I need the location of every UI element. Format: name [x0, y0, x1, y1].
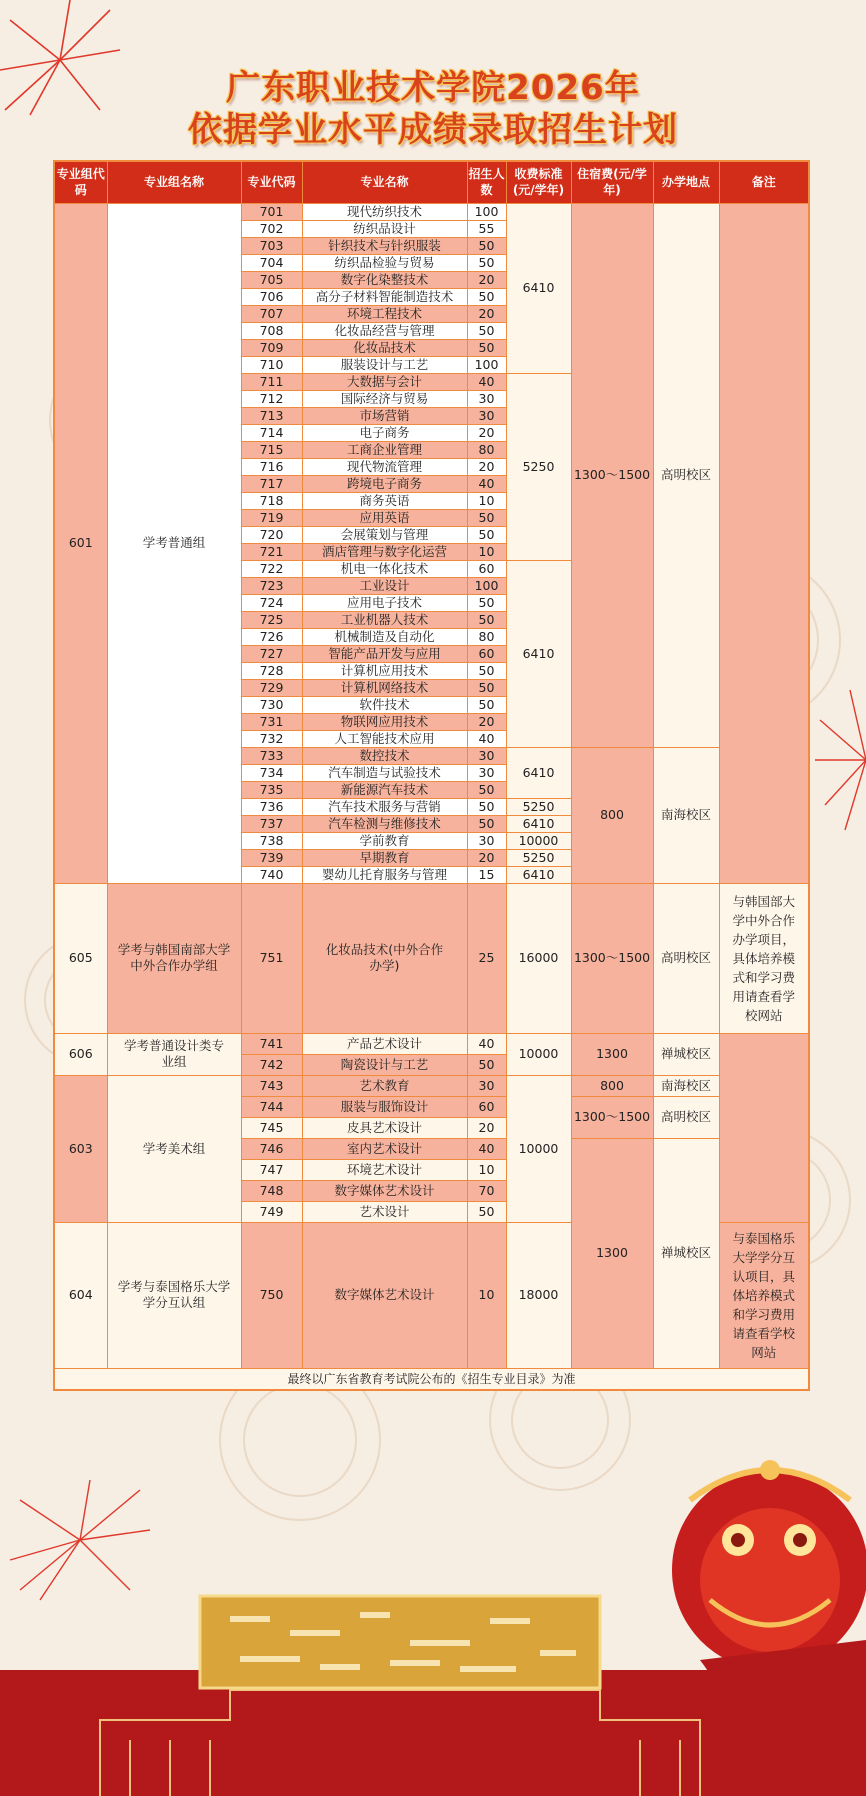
- major-name: 跨境电子商务: [302, 475, 467, 492]
- group-name-606: 学考普通设计类专业组: [107, 1033, 241, 1075]
- major-name: 人工智能技术应用: [302, 730, 467, 747]
- campus-cell: 南海校区: [653, 747, 719, 883]
- tuition-cell: 10000: [506, 1075, 571, 1222]
- major-name: 汽车技术服务与营销: [302, 798, 467, 815]
- major-code: 707: [241, 305, 302, 322]
- major-code: 747: [241, 1159, 302, 1180]
- header-major-name: 专业名称: [302, 161, 467, 203]
- major-code: 738: [241, 832, 302, 849]
- major-code: 744: [241, 1096, 302, 1117]
- major-name: 数字化染整技术: [302, 271, 467, 288]
- major-quota: 30: [467, 390, 506, 407]
- major-name: 工业机器人技术: [302, 611, 467, 628]
- major-code: 733: [241, 747, 302, 764]
- major-code: 720: [241, 526, 302, 543]
- major-quota: 20: [467, 1117, 506, 1138]
- major-quota: 50: [467, 288, 506, 305]
- major-name: 学前教育: [302, 832, 467, 849]
- major-quota: 50: [467, 339, 506, 356]
- major-quota: 50: [467, 696, 506, 713]
- major-code: 749: [241, 1201, 302, 1222]
- major-code: 751: [241, 883, 302, 1033]
- major-quota: 40: [467, 373, 506, 390]
- campus-cell: 南海校区: [653, 1075, 719, 1096]
- major-quota: 50: [467, 1201, 506, 1222]
- major-name: 早期教育: [302, 849, 467, 866]
- major-name: 国际经济与贸易: [302, 390, 467, 407]
- header-remark: 备注: [719, 161, 809, 203]
- major-code: 745: [241, 1117, 302, 1138]
- tuition-cell: 10000: [506, 1033, 571, 1075]
- major-code: 706: [241, 288, 302, 305]
- group-code-601: 601: [54, 203, 107, 883]
- major-quota: 50: [467, 322, 506, 339]
- major-quota: 10: [467, 1222, 506, 1368]
- major-code: 703: [241, 237, 302, 254]
- major-quota: 20: [467, 424, 506, 441]
- major-name: 应用英语: [302, 509, 467, 526]
- header-campus: 办学地点: [653, 161, 719, 203]
- table-row: [54, 1075, 809, 1096]
- major-code: 735: [241, 781, 302, 798]
- major-code: 717: [241, 475, 302, 492]
- table-row: [54, 1033, 809, 1054]
- major-code: 705: [241, 271, 302, 288]
- major-name: 工业设计: [302, 577, 467, 594]
- tuition-cell: 10000: [506, 832, 571, 849]
- major-quota: 10: [467, 543, 506, 560]
- major-code: 736: [241, 798, 302, 815]
- table-header-row: [54, 161, 809, 203]
- major-quota: 20: [467, 271, 506, 288]
- major-quota: 50: [467, 254, 506, 271]
- major-code: 725: [241, 611, 302, 628]
- major-code: 713: [241, 407, 302, 424]
- major-quota: 40: [467, 1138, 506, 1159]
- major-name: 机电一体化技术: [302, 560, 467, 577]
- major-code: 743: [241, 1075, 302, 1096]
- campus-cell: 禅城校区: [653, 1033, 719, 1075]
- major-name: 化妆品技术(中外合作办学): [302, 883, 467, 1033]
- major-code: 723: [241, 577, 302, 594]
- group-code-604: 604: [54, 1222, 107, 1368]
- major-code: 729: [241, 679, 302, 696]
- header-group-name: 专业组名称: [107, 161, 241, 203]
- major-quota: 40: [467, 730, 506, 747]
- group-code-606: 606: [54, 1033, 107, 1075]
- major-name: 计算机网络技术: [302, 679, 467, 696]
- major-quota: 50: [467, 509, 506, 526]
- major-name: 数字媒体艺术设计: [302, 1222, 467, 1368]
- major-name: 化妆品技术: [302, 339, 467, 356]
- table-footnote: 最终以广东省教育考试院公布的《招生专业目录》为准: [54, 1368, 809, 1390]
- major-name: 服装设计与工艺: [302, 356, 467, 373]
- tuition-cell: 6410: [506, 560, 571, 747]
- campus-cell: 高明校区: [653, 203, 719, 747]
- major-code: 710: [241, 356, 302, 373]
- major-quota: 50: [467, 526, 506, 543]
- major-code: 714: [241, 424, 302, 441]
- major-quota: 40: [467, 1033, 506, 1054]
- major-name: 新能源汽车技术: [302, 781, 467, 798]
- campus-cell: 高明校区: [653, 1096, 719, 1138]
- major-code: 740: [241, 866, 302, 883]
- major-quota: 60: [467, 645, 506, 662]
- major-quota: 50: [467, 662, 506, 679]
- major-code: 728: [241, 662, 302, 679]
- group-name-605: 学考与韩国南部大学中外合作办学组: [107, 883, 241, 1033]
- major-name: 现代纺织技术: [302, 203, 467, 220]
- major-name: 大数据与会计: [302, 373, 467, 390]
- major-name: 针织技术与针织服装: [302, 237, 467, 254]
- tuition-cell: 5250: [506, 373, 571, 560]
- major-name: 汽车检测与维修技术: [302, 815, 467, 832]
- major-code: 722: [241, 560, 302, 577]
- dorm-cell: 1300～1500: [571, 883, 653, 1033]
- major-code: 732: [241, 730, 302, 747]
- major-quota: 20: [467, 713, 506, 730]
- tuition-cell: 5250: [506, 798, 571, 815]
- tuition-cell: 18000: [506, 1222, 571, 1368]
- major-code: 718: [241, 492, 302, 509]
- campus-cell: 高明校区: [653, 883, 719, 1033]
- major-code: 701: [241, 203, 302, 220]
- major-quota: 100: [467, 203, 506, 220]
- header-quota: 招生人数: [467, 161, 506, 203]
- major-name: 汽车制造与试验技术: [302, 764, 467, 781]
- dorm-cell: 800: [571, 1075, 653, 1096]
- major-quota: 20: [467, 305, 506, 322]
- major-name: 机械制造及自动化: [302, 628, 467, 645]
- major-name: 数字媒体艺术设计: [302, 1180, 467, 1201]
- group-name-601: 学考普通组: [107, 203, 241, 883]
- dorm-cell: 1300～1500: [571, 1096, 653, 1138]
- major-quota: 100: [467, 577, 506, 594]
- major-code: 708: [241, 322, 302, 339]
- major-name: 室内艺术设计: [302, 1138, 467, 1159]
- major-name: 服装与服饰设计: [302, 1096, 467, 1117]
- major-name: 现代物流管理: [302, 458, 467, 475]
- major-code: 709: [241, 339, 302, 356]
- header-tuition: 收费标准(元/学年): [506, 161, 571, 203]
- major-quota: 30: [467, 747, 506, 764]
- tuition-cell: 6410: [506, 203, 571, 373]
- major-code: 741: [241, 1033, 302, 1054]
- major-name: 会展策划与管理: [302, 526, 467, 543]
- major-code: 731: [241, 713, 302, 730]
- major-name: 应用电子技术: [302, 594, 467, 611]
- major-name: 物联网应用技术: [302, 713, 467, 730]
- major-quota: 50: [467, 237, 506, 254]
- tuition-cell: 5250: [506, 849, 571, 866]
- major-name: 商务英语: [302, 492, 467, 509]
- tuition-cell: 6410: [506, 747, 571, 798]
- major-name: 软件技术: [302, 696, 467, 713]
- major-quota: 30: [467, 1075, 506, 1096]
- major-code: 724: [241, 594, 302, 611]
- major-quota: 55: [467, 220, 506, 237]
- dorm-cell: 800: [571, 747, 653, 883]
- major-quota: 30: [467, 832, 506, 849]
- major-quota: 70: [467, 1180, 506, 1201]
- group-code-603: 603: [54, 1075, 107, 1222]
- major-quota: 50: [467, 679, 506, 696]
- page-title-line2: 依据学业水平成绩录取招生计划: [188, 110, 678, 150]
- major-code: 742: [241, 1054, 302, 1075]
- major-code: 734: [241, 764, 302, 781]
- enrollment-plan-table: [53, 160, 810, 1391]
- header-group-code: 专业组代码: [54, 161, 107, 203]
- major-quota: 25: [467, 883, 506, 1033]
- major-quota: 60: [467, 1096, 506, 1117]
- major-code: 715: [241, 441, 302, 458]
- major-quota: 50: [467, 781, 506, 798]
- major-code: 711: [241, 373, 302, 390]
- remark-cell-601: [719, 203, 809, 883]
- header-major-code: 专业代码: [241, 161, 302, 203]
- tuition-cell: 16000: [506, 883, 571, 1033]
- major-code: 737: [241, 815, 302, 832]
- major-code: 702: [241, 220, 302, 237]
- major-quota: 50: [467, 815, 506, 832]
- major-name: 化妆品经营与管理: [302, 322, 467, 339]
- header-dorm: 住宿费(元/学年): [571, 161, 653, 203]
- major-quota: 20: [467, 849, 506, 866]
- table-row: [54, 883, 809, 1033]
- major-quota: 10: [467, 1159, 506, 1180]
- major-quota: 100: [467, 356, 506, 373]
- page-title-line1: 广东职业技术学院2026年: [226, 68, 640, 108]
- major-quota: 50: [467, 611, 506, 628]
- major-name: 纺织品检验与贸易: [302, 254, 467, 271]
- major-code: 716: [241, 458, 302, 475]
- dorm-cell: 1300: [571, 1033, 653, 1075]
- major-quota: 80: [467, 441, 506, 458]
- major-quota: 40: [467, 475, 506, 492]
- major-name: 婴幼儿托育服务与管理: [302, 866, 467, 883]
- major-quota: 30: [467, 407, 506, 424]
- major-name: 环境工程技术: [302, 305, 467, 322]
- major-code: 719: [241, 509, 302, 526]
- major-code: 730: [241, 696, 302, 713]
- major-name: 计算机应用技术: [302, 662, 467, 679]
- remark-cell-606-603: [719, 1033, 809, 1222]
- major-name: 环境艺术设计: [302, 1159, 467, 1180]
- major-name: 陶瓷设计与工艺: [302, 1054, 467, 1075]
- major-quota: 60: [467, 560, 506, 577]
- major-code: 750: [241, 1222, 302, 1368]
- major-code: 712: [241, 390, 302, 407]
- remark-604: 与泰国格乐大学学分互认项目，具体培养模式和学习费用请查看学校网站: [719, 1222, 809, 1368]
- major-name: 产品艺术设计: [302, 1033, 467, 1054]
- group-name-603: 学考美术组: [107, 1075, 241, 1222]
- major-name: 工商企业管理: [302, 441, 467, 458]
- major-quota: 80: [467, 628, 506, 645]
- remark-605: 与韩国部大学中外合作办学项目，具体培养模式和学习费用请查看学校网站: [719, 883, 809, 1033]
- major-name: 艺术教育: [302, 1075, 467, 1096]
- group-name-604: 学考与泰国格乐大学学分互认组: [107, 1222, 241, 1368]
- major-name: 皮具艺术设计: [302, 1117, 467, 1138]
- major-quota: 10: [467, 492, 506, 509]
- major-code: 726: [241, 628, 302, 645]
- major-quota: 50: [467, 594, 506, 611]
- major-quota: 30: [467, 764, 506, 781]
- tuition-cell: 6410: [506, 815, 571, 832]
- major-code: 739: [241, 849, 302, 866]
- major-name: 数控技术: [302, 747, 467, 764]
- major-quota: 15: [467, 866, 506, 883]
- table-footer-row: [54, 1368, 809, 1390]
- campus-cell: 禅城校区: [653, 1138, 719, 1368]
- major-code: 746: [241, 1138, 302, 1159]
- major-name: 艺术设计: [302, 1201, 467, 1222]
- major-quota: 20: [467, 458, 506, 475]
- major-name: 智能产品开发与应用: [302, 645, 467, 662]
- major-quota: 50: [467, 1054, 506, 1075]
- major-code: 704: [241, 254, 302, 271]
- tuition-cell: 6410: [506, 866, 571, 883]
- major-code: 748: [241, 1180, 302, 1201]
- group-code-605: 605: [54, 883, 107, 1033]
- major-code: 721: [241, 543, 302, 560]
- major-name: 纺织品设计: [302, 220, 467, 237]
- dorm-cell: 1300～1500: [571, 203, 653, 747]
- major-name: 高分子材料智能制造技术: [302, 288, 467, 305]
- major-quota: 50: [467, 798, 506, 815]
- major-name: 酒店管理与数字化运营: [302, 543, 467, 560]
- dorm-cell: 1300: [571, 1138, 653, 1368]
- major-code: 727: [241, 645, 302, 662]
- table-row: [54, 203, 809, 220]
- major-name: 市场营销: [302, 407, 467, 424]
- major-name: 电子商务: [302, 424, 467, 441]
